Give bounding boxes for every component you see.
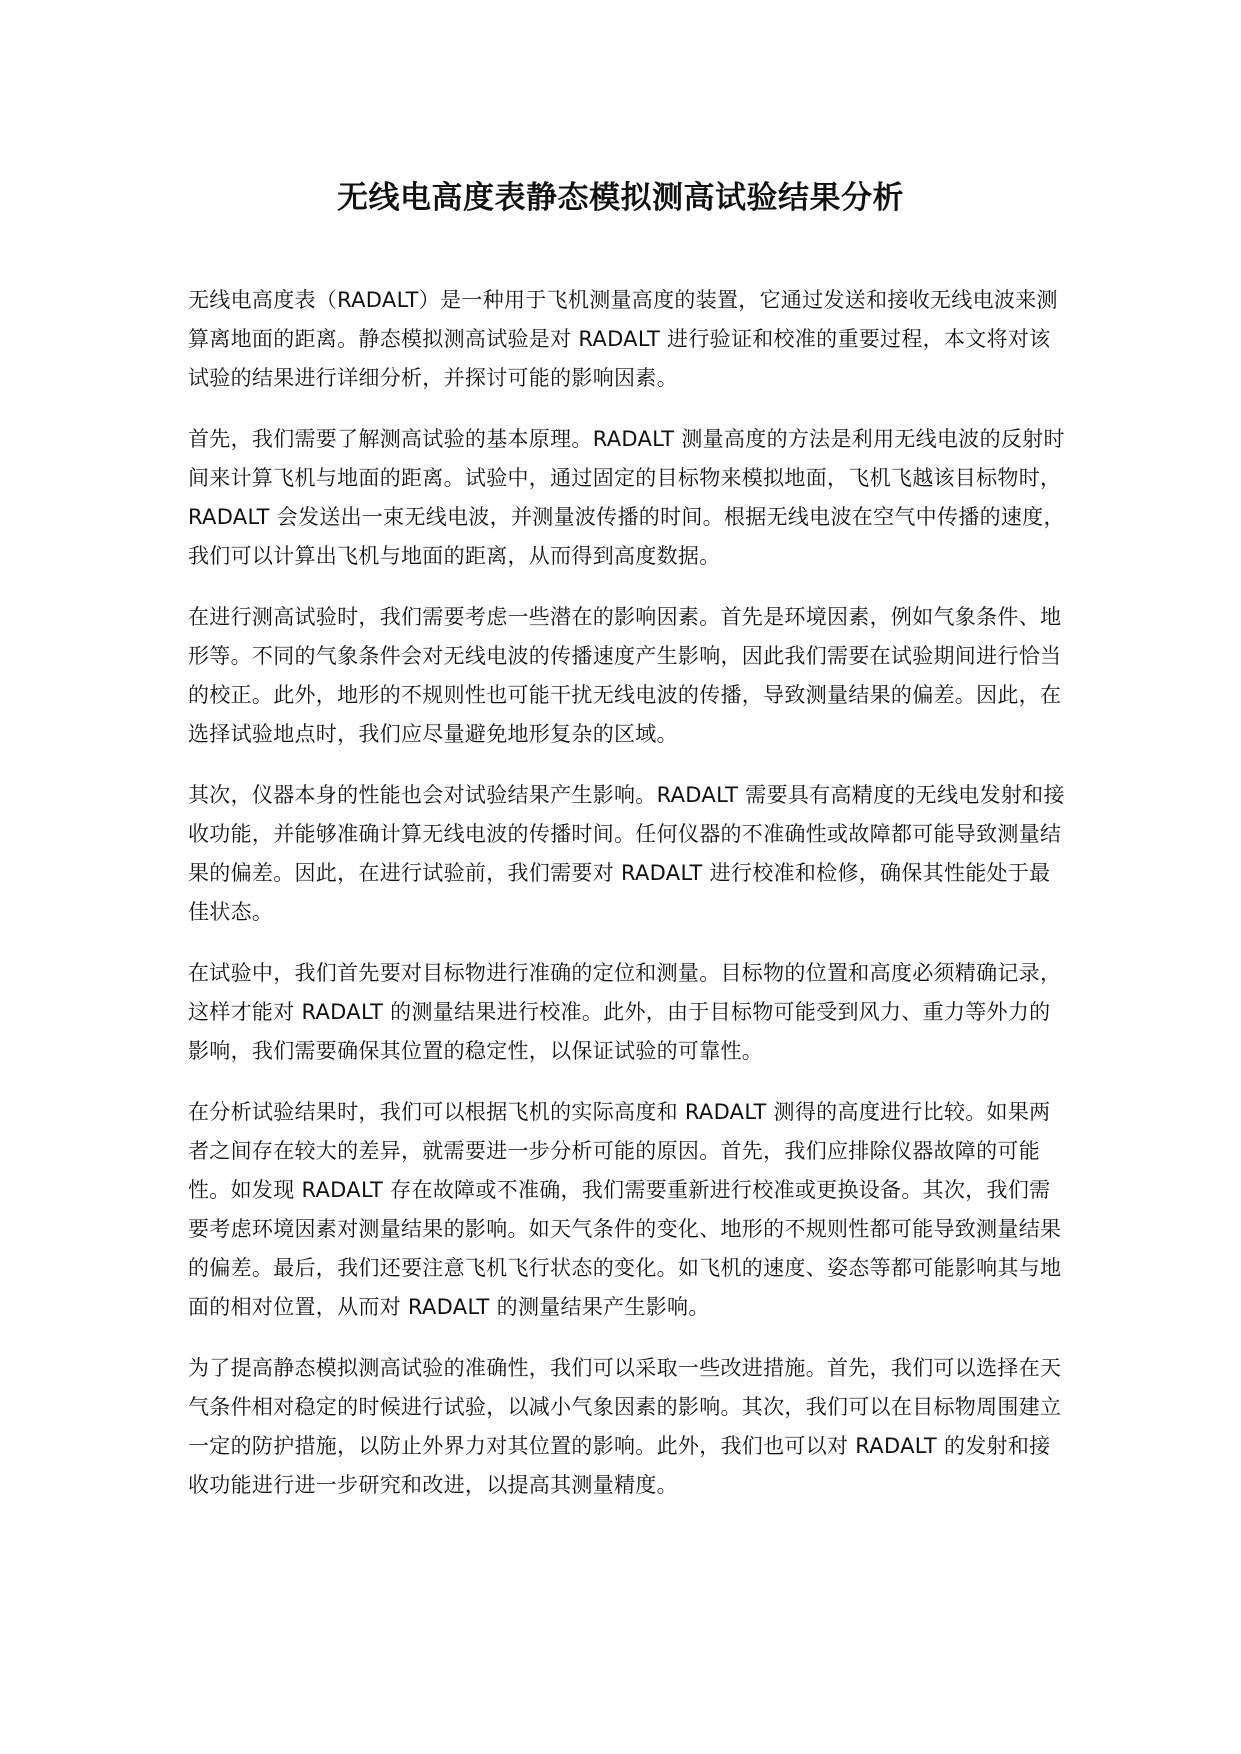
paragraph-4: 其次，仪器本身的性能也会对试验结果产生影响。RADALT 需要具有高精度的无线电发射和接收功能，并能够准确计算无线电波的传播时间。任何仪器的不准确性或故障都可能导致测量结果的偏差。因此，在进行试验前，我们需要对 RADALT 进行校准和检修，确保其性能处于最佳状态。 — [188, 783, 1065, 924]
paragraph-6: 在分析试验结果时，我们可以根据飞机的实际高度和 RADALT 测得的高度进行比较。如果两者之间存在较大的差异，就需要进一步分析可能的原因。首先，我们应排除仪器故障的可能性。如发现 RADALT 存在故障或不准确，我们需要重新进行校准或更换设备。其次，我们需要考虑环境因素对测量结果的影响。如天气条件的变化、地形的不规则性都可能导致测量结果的偏差。最后，我们还要注意飞机飞行状态的变化。如飞机的速度、姿态等都可能影响其与地面的相对位置，从而对 RADALT 的测量结果产生影响。 — [188, 1100, 1062, 1319]
document-body — [188, 281, 1068, 1527]
paragraph-5: 在试验中，我们首先要对目标物进行准确的定位和测量。目标物的位置和高度必须精确记录，这样才能对 RADALT 的测量结果进行校准。此外，由于目标物可能受到风力、重力等外力的影响，我们需要确保其位置的稳定性，以保证试验的可靠性。 — [188, 961, 1062, 1063]
paragraph-1: 无线电高度表（RADALT）是一种用于飞机测量高度的装置，它通过发送和接收无线电波来测算离地面的距离。静态模拟测高试验是对 RADALT 进行验证和校准的重要过程，本文将对该试验的结果进行详细分析，并探讨可能的影响因素。 — [188, 288, 1058, 390]
paragraph-7: 为了提高静态模拟测高试验的准确性，我们可以采取一些改进措施。首先，我们可以选择在天气条件相对稳定的时候进行试验，以减小气象因素的影响。其次，我们可以在目标物周围建立一定的防护措施，以防止外界力对其位置的影响。此外，我们也可以对 RADALT 的发射和接收功能进行进一步研究和改进，以提高其测量精度。 — [188, 1356, 1062, 1497]
paragraph-2: 首先，我们需要了解测高试验的基本原理。RADALT 测量高度的方法是利用无线电波的反射时间来计算飞机与地面的距离。试验中，通过固定的目标物来模拟地面，飞机飞越该目标物时，RADALT 会发送出一束无线电波，并测量波传播的时间。根据无线电波在空气中传播的速度，我们可以计算出飞机与地面的距离，从而得到高度数据。 — [188, 427, 1065, 568]
document-title: 无线电高度表静态模拟测高试验结果分析 — [337, 180, 904, 216]
paragraph-3: 在进行测高试验时，我们需要考虑一些潜在的影响因素。首先是环境因素，例如气象条件、地形等。不同的气象条件会对无线电波的传播速度产生影响，因此我们需要在试验期间进行恰当的校正。此外，地形的不规则性也可能干扰无线电波的传播，导致测量结果的偏差。因此，在选择试验地点时，我们应尽量避免地形复杂的区域。 — [188, 605, 1062, 746]
